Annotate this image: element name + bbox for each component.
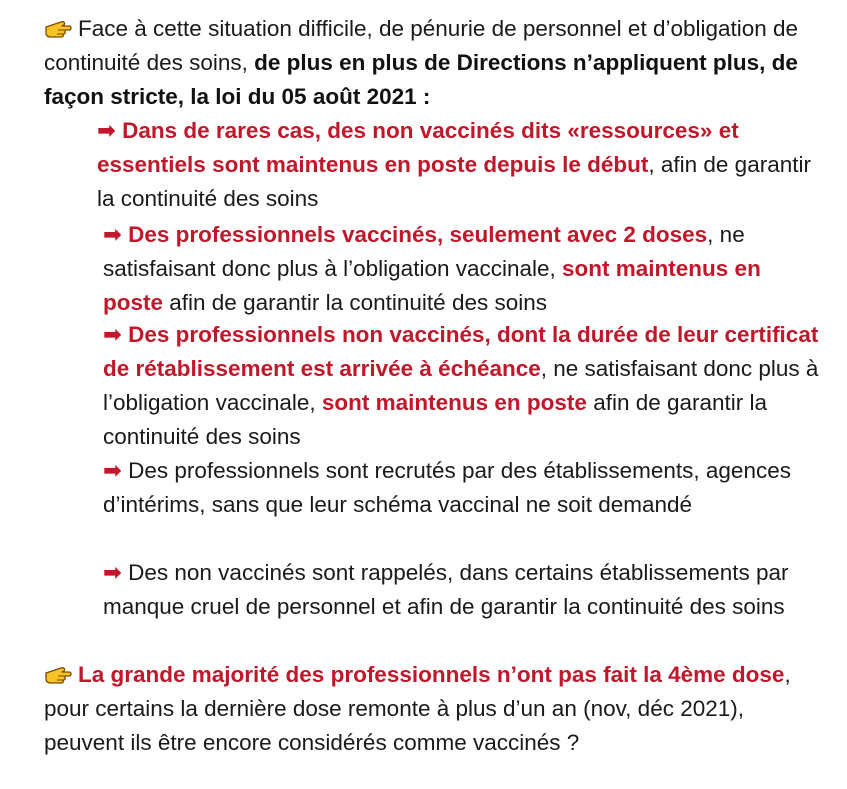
right-arrow-icon: ➡ [103, 322, 122, 347]
list-item [103, 556, 823, 624]
list-item-highlight: Des professionnels vaccinés, seulement avec 2 doses [128, 222, 708, 247]
list-item-highlight: sont maintenus en poste [103, 256, 761, 315]
list-item [103, 454, 823, 522]
closing-text: , pour certains la dernière dose remonte à plus d’un an (nov, déc 2021), peuvent ils être encore considérés comme vaccinés ? [44, 662, 791, 755]
intro-paragraph [44, 12, 824, 114]
list-item-highlight: Des professionnels non vaccinés, dont la durée de leur certificat de rétablissement est arrivée à échéance [103, 322, 819, 381]
list-item-text: afin de garantir la continuité des soins [103, 390, 768, 449]
right-arrow-icon: ➡ [103, 458, 122, 483]
closing-highlight: La grande majorité des professionnels n’ont pas fait la 4ème dose [78, 662, 785, 687]
intro-text: Face à cette situation difficile, de pénurie de personnel et d’obligation de continuité des soins, [44, 16, 799, 75]
pointing-hand-icon [44, 18, 72, 38]
list-item-text: afin de garantir la continuité des soins [163, 290, 547, 315]
right-arrow-icon: ➡ [103, 222, 122, 247]
intro-bold-text: de plus en plus de Directions n’appliquent plus, de façon stricte, la loi du 05 août 2021 : [44, 50, 798, 109]
closing-paragraph [44, 658, 824, 760]
list-item-text: , ne satisfaisant donc plus à l’obligation vaccinale, [103, 222, 745, 281]
list-item-highlight: sont maintenus en poste [321, 390, 587, 415]
list-item-highlight: Dans de rares cas, des non vaccinés dits «ressources» et essentiels sont maintenus en poste depuis le début [97, 118, 739, 177]
list-item-text: , afin de garantir la continuité des soins [97, 152, 811, 211]
list-item-text: Des non vaccinés sont rappelés, dans certains établissements par manque cruel de personnel et afin de garantir la continuité des soins [103, 560, 789, 619]
right-arrow-icon: ➡ [97, 118, 116, 143]
list-item [103, 218, 823, 320]
list-item-text: Des professionnels sont recrutés par des établissements, agences d’intérims, sans que leur schéma vaccinal ne soit demandé [103, 458, 791, 517]
list-item [103, 318, 823, 454]
list-item [97, 114, 817, 216]
right-arrow-icon: ➡ [103, 560, 122, 585]
pointing-hand-icon [44, 664, 72, 684]
list-item-text: , ne satisfaisant donc plus à l’obligation vaccinale, [103, 356, 819, 415]
